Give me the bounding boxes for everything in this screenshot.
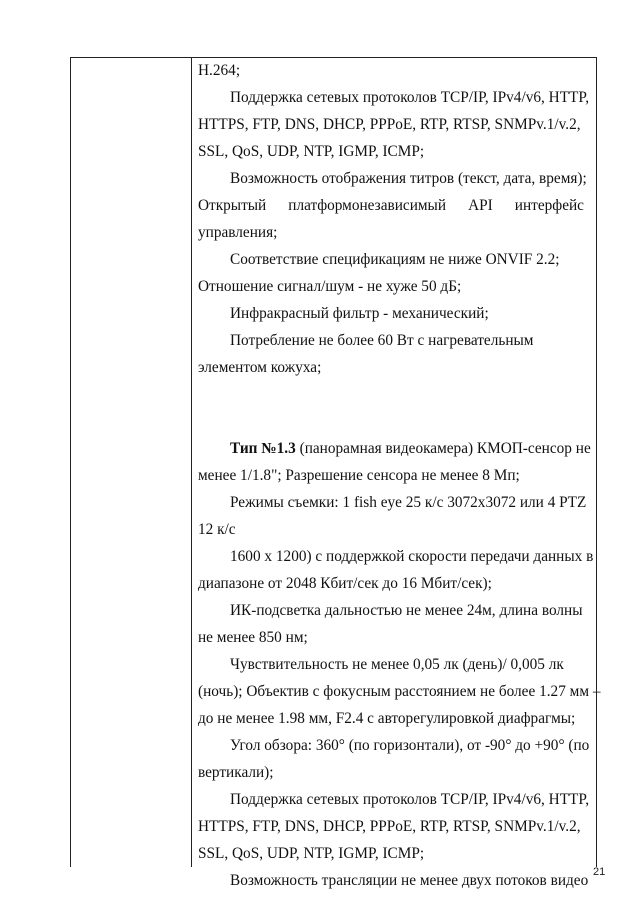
text-line: (ночь); Объектив с фокусным расстоянием не более 1.27 мм – [198, 683, 601, 700]
text-line: Поддержка сетевых протоколов TCP/IP, IPv4/v6, HTTP, [230, 791, 590, 808]
text-line: HTTPS, FTP, DNS, DHCP, PPPoE, RTP, RTSP, SNMPv.1/v.2, [198, 818, 581, 835]
text-line: управления; [198, 224, 278, 241]
text-line: Возможность отображения титров (текст, дата, время); [230, 170, 587, 187]
blank-line [198, 381, 584, 408]
text-line: ИК-подсветка дальностью не менее 24м, длина волны [230, 602, 583, 619]
word: Открытый [198, 197, 267, 214]
text-line: Режимы съемки: 1 fish eye 25 к/с 3072х3072 или 4 PTZ [230, 494, 587, 511]
text-line: Угол обзора: 360° (по горизонтали), от -90° до +90° (по [230, 737, 590, 754]
type-label: Тип №1.3 [230, 440, 296, 457]
text-line: диапазоне от 2048 Кбит/сек до 16 Мбит/сек); [198, 575, 492, 592]
text-line: Возможность трансляции не менее двух потоков видео [230, 872, 589, 889]
blank-line [198, 408, 584, 435]
text-line: Инфракрасный фильтр - механический; [230, 305, 489, 322]
text-line: 1600 х 1200) с поддержкой скорости передачи данных в [230, 548, 594, 565]
text-line: SSL, QoS, UDP, NTP, IGMP, ICMP; [198, 845, 425, 862]
text-line: элементом кожуха; [198, 359, 322, 376]
table-column-divider [191, 57, 192, 867]
text-line: SSL, QoS, UDP, NTP, IGMP, ICMP; [198, 143, 425, 160]
text-line: 12 к/с [198, 521, 236, 538]
text-line: не менее 850 нм; [198, 629, 308, 646]
page-number: 21 [593, 866, 606, 878]
word: платформонезависимый [288, 197, 447, 214]
text-line: Отношение сигнал/шум - не хуже 50 дБ; [198, 278, 462, 295]
text-line: Соответствие спецификациям не ниже ONVIF 2.2; [230, 251, 560, 268]
type-description: (панорамная видеокамера) КМОП-сенсор не [295, 440, 591, 457]
type-heading-line [198, 435, 591, 462]
text-line: Поддержка сетевых протоколов TCP/IP, IPv4/v6, HTTP, [230, 89, 590, 106]
text-line: Потребление не более 60 Вт с нагревательным [230, 332, 534, 349]
word: API [468, 197, 493, 214]
text-line: Чувствительность не менее 0,05 лк (день)/ 0,005 лк [230, 656, 564, 673]
text-line: менее 1/1.8"; Разрешение сенсора не менее 8 Мп; [198, 467, 520, 484]
text-line: вертикали); [198, 764, 274, 781]
word: интерфейс [514, 197, 584, 214]
text-line: H.264; [198, 62, 241, 79]
text-line: до не менее 1.98 мм, F2.4 с авторегулировкой диафрагмы; [198, 710, 576, 727]
text-line-justified [198, 192, 584, 219]
text-line: HTTPS, FTP, DNS, DHCP, PPPoE, RTP, RTSP, SNMPv.1/v.2, [198, 116, 581, 133]
